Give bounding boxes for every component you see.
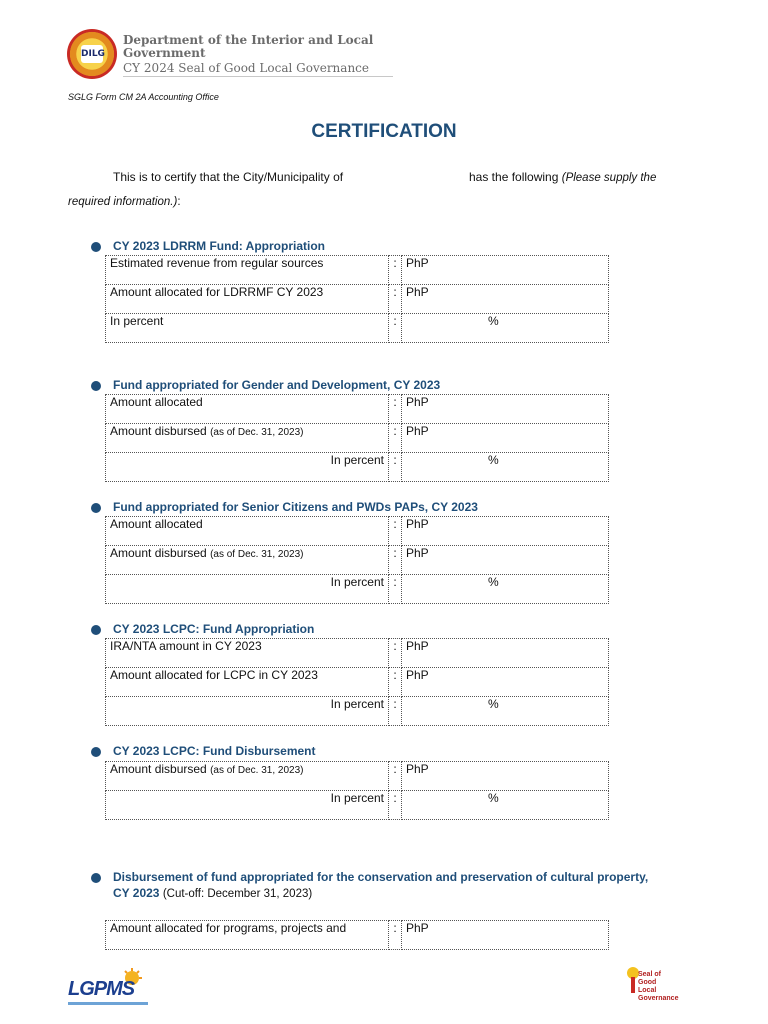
sglg-line-4: Governance (638, 995, 679, 1002)
amount-field[interactable]: PhP (402, 285, 609, 314)
fund-table (105, 516, 609, 604)
sglg-logo-text (638, 971, 678, 1003)
section-heading-note: (Cut-off: December 31, 2023) (162, 888, 313, 900)
sglg-line-3: Local (638, 987, 657, 994)
fund-table (105, 638, 609, 726)
row-label: IRA/NTA amount in CY 2023 (106, 639, 389, 668)
fund-table (105, 761, 609, 820)
row-separator: : (389, 546, 402, 575)
row-separator: : (389, 256, 402, 285)
sglg-line-2: Good (638, 979, 657, 986)
table-row (106, 575, 609, 604)
row-label: In percent (106, 314, 389, 343)
row-label: Amount allocated (106, 395, 389, 424)
bullet-icon (91, 503, 101, 513)
row-label: Amount disbursed (110, 762, 207, 776)
amount-field[interactable]: PhP (402, 762, 609, 791)
intro-text-2-italic: (Please supply the (561, 172, 657, 184)
header-divider (123, 76, 393, 77)
table-row (106, 921, 609, 950)
table-row (106, 424, 609, 453)
intro-text-3-colon: : (177, 196, 181, 208)
row-separator: : (389, 453, 402, 482)
row-separator: : (389, 668, 402, 697)
percent-field[interactable]: % (402, 791, 609, 820)
row-separator: : (389, 314, 402, 343)
row-note: (as of Dec. 31, 2023) (210, 549, 304, 560)
section-heading: CY 2023 LCPC: Fund Appropriation (113, 622, 315, 636)
sglg-line-1: Seal of (638, 971, 661, 978)
section-heading: Fund appropriated for Senior Citizens and PWDs PAPs, CY 2023 (113, 500, 478, 514)
table-row (106, 517, 609, 546)
dilg-seal-logo (67, 29, 117, 79)
row-label: In percent (106, 791, 389, 820)
row-label: Amount disbursed (110, 424, 207, 438)
table-row (106, 791, 609, 820)
table-row (106, 453, 609, 482)
row-label: In percent (106, 697, 389, 726)
row-label-cell (106, 762, 389, 791)
table-row (106, 314, 609, 343)
bullet-icon (91, 381, 101, 391)
section-heading: CY 2023 LCPC: Fund Disbursement (113, 744, 316, 758)
intro-text-3 (68, 196, 181, 208)
row-label: Amount allocated for LCPC in CY 2023 (106, 668, 389, 697)
row-separator: : (389, 424, 402, 453)
row-note: (as of Dec. 31, 2023) (210, 765, 304, 776)
table-row (106, 256, 609, 285)
row-separator: : (389, 921, 402, 950)
section-heading-line2: CY 2023 (113, 886, 160, 900)
fund-table (105, 920, 609, 950)
row-separator: : (389, 395, 402, 424)
amount-field[interactable]: PhP (402, 546, 609, 575)
section-heading: CY 2023 LDRRM Fund: Appropriation (113, 239, 326, 253)
table-row (106, 395, 609, 424)
row-separator: : (389, 791, 402, 820)
intro-text-2-plain: has the following (469, 170, 559, 184)
section-heading-line1: Disbursement of fund appropriated for the conservation and preservation of cultural property, (113, 870, 649, 884)
form-code: SGLG Form CM 2A Accounting Office (68, 92, 219, 102)
row-label: Estimated revenue from regular sources (106, 256, 389, 285)
percent-field[interactable]: % (402, 314, 609, 343)
table-row (106, 639, 609, 668)
amount-field[interactable]: PhP (402, 395, 609, 424)
amount-field[interactable]: PhP (402, 639, 609, 668)
program-name: CY 2024 Seal of Good Local Governance (123, 61, 369, 75)
bullet-icon (91, 747, 101, 757)
percent-field[interactable]: % (402, 453, 609, 482)
row-separator: : (389, 575, 402, 604)
table-row (106, 762, 609, 791)
percent-field[interactable]: % (402, 697, 609, 726)
section-heading (113, 869, 673, 902)
table-row (106, 697, 609, 726)
amount-field[interactable]: PhP (402, 921, 609, 950)
amount-field[interactable]: PhP (402, 256, 609, 285)
bullet-icon (91, 873, 101, 883)
row-separator: : (389, 762, 402, 791)
percent-field[interactable]: % (402, 575, 609, 604)
lgpms-logo (66, 968, 156, 1008)
page-title: CERTIFICATION (311, 121, 457, 142)
row-label: Amount allocated for programs, projects and (106, 921, 389, 950)
lgpms-logo-text: LGPMS (68, 978, 135, 1000)
amount-field[interactable]: PhP (402, 668, 609, 697)
section-heading: Fund appropriated for Gender and Development, CY 2023 (113, 378, 441, 392)
bullet-icon (91, 242, 101, 252)
row-separator: : (389, 517, 402, 546)
department-name: Department of the Interior and Local Government (123, 33, 374, 60)
intro-text-3-italic: required information.) (68, 196, 178, 208)
table-row (106, 285, 609, 314)
row-separator: : (389, 285, 402, 314)
bullet-icon (91, 625, 101, 635)
table-row (106, 668, 609, 697)
row-label: Amount allocated for LDRRMF CY 2023 (106, 285, 389, 314)
fund-table (105, 394, 609, 482)
amount-field[interactable]: PhP (402, 424, 609, 453)
row-label: Amount disbursed (110, 546, 207, 560)
row-label-cell (106, 424, 389, 453)
row-label: In percent (106, 453, 389, 482)
intro-text-1: This is to certify that the City/Municipality of (113, 170, 344, 184)
table-row (106, 546, 609, 575)
row-label-cell (106, 546, 389, 575)
fund-table (105, 255, 609, 343)
intro-text-2 (469, 170, 656, 184)
amount-field[interactable]: PhP (402, 517, 609, 546)
row-note: (as of Dec. 31, 2023) (210, 427, 304, 438)
row-label: Amount allocated (106, 517, 389, 546)
row-separator: : (389, 639, 402, 668)
row-label: In percent (106, 575, 389, 604)
dilg-seal-text: DILG (81, 45, 103, 63)
row-separator: : (389, 697, 402, 726)
sglg-logo (624, 963, 694, 1013)
